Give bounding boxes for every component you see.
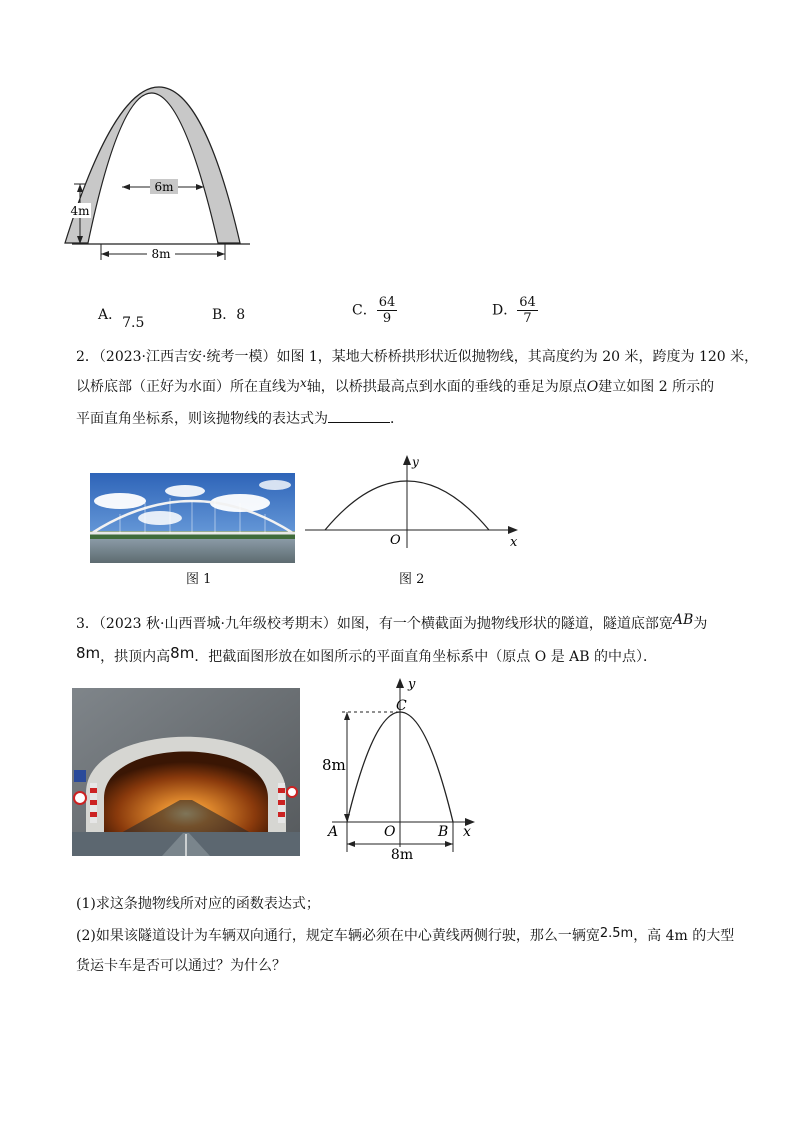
q3-label-b: B	[438, 824, 449, 840]
option-d-numerator: 64	[519, 295, 536, 310]
fig2-x-arrow	[508, 526, 518, 534]
option-c-denominator: 9	[382, 311, 392, 326]
q3-number: 3．	[76, 616, 99, 632]
q2-text-2a: 以桥底部（正好为水面）所在直线为	[76, 379, 300, 395]
q2-line2	[76, 377, 714, 397]
q3-sub2-text-a: (2)如果该隧道设计为车辆双向通行，规定车辆必须在中心黄线两侧行驶，那么一辆宽	[76, 928, 600, 944]
q3-label-o: O	[384, 824, 396, 840]
q3-y-label: y	[408, 677, 416, 692]
arch-6m-label: 6m	[154, 180, 174, 194]
q3-sub1: (1)求这条抛物线所对应的函数表达式；	[76, 896, 320, 912]
arch-shape	[65, 87, 240, 243]
option-d-fraction	[517, 295, 538, 326]
arch-4m-label: 4m	[70, 204, 90, 218]
q3-text-1b: 为	[693, 616, 708, 632]
q3-width-arrow-left	[347, 841, 355, 847]
arch-8m-label: 8m	[151, 247, 171, 261]
option-a-value: 7.5	[122, 315, 145, 331]
q3-y-arrow	[396, 678, 404, 688]
arch-6m-arrow-left	[122, 184, 130, 190]
q3-label-width: 8m	[390, 847, 414, 863]
option-c-letter: C．	[352, 302, 377, 319]
q3-text-1a: 如图，有一个横截面为抛物线形状的隧道，隧道底部宽	[336, 616, 673, 632]
q2-answer-blank[interactable]	[328, 408, 390, 423]
option-b-letter: B．	[212, 307, 237, 323]
q2-source: （2023·江西吉安·统考一模）	[98, 349, 277, 365]
q3-width-arrow-right	[445, 841, 453, 847]
fig1-caption: 图 1	[186, 572, 212, 587]
q2-line1	[76, 347, 758, 367]
option-d-letter: D．	[492, 302, 518, 319]
fig2-origin-label: O	[390, 533, 401, 548]
q3-sub2-line2: 货运卡车是否可以通过？为什么？	[76, 958, 286, 974]
tunnel-graph	[320, 672, 490, 864]
q3-dim-height: 8m	[170, 644, 195, 662]
q3-text-2b: ，拱顶内高	[100, 649, 171, 665]
option-d	[492, 295, 538, 326]
q2-text-1: 如图 1，某地大桥桥拱形状近似抛物线，其高度约为 20 米，跨度为 120 米，	[276, 349, 759, 365]
q3-sub2-width: 2.5m	[599, 926, 634, 941]
option-a	[98, 305, 145, 331]
option-c-numerator: 64	[378, 295, 396, 310]
fig2-y-arrow	[403, 455, 411, 465]
q2-number: 2．	[76, 349, 99, 365]
q3-source: （2023 秋·山西晋城·九年级校考期末）	[98, 616, 337, 632]
arch-figure	[60, 80, 260, 270]
q2-line3	[76, 408, 404, 429]
tunnel-photo	[72, 688, 300, 856]
q2-text-2b: 轴，以桥拱最高点到水面的垂线的垂足为原点	[306, 379, 587, 395]
q3-label-height: 8m	[322, 756, 346, 774]
option-b-value: 8	[236, 307, 246, 323]
parabola-graph	[300, 450, 525, 550]
q3-label-c: C	[396, 698, 407, 714]
arch-4m-arrow-top	[77, 184, 83, 192]
fig2-y-label: y	[412, 455, 419, 469]
fig2-x-label: x	[510, 535, 518, 550]
fig2-caption: 图 2	[399, 572, 425, 587]
q2-text-3: 平面直角坐标系，则该抛物线的表达式为	[76, 411, 328, 427]
q3-text-2d: ．把截面图形放在如图所示的平面直角坐标系中（原点 O 是 AB 的中点）．	[194, 649, 657, 665]
q3-var-ab: AB	[672, 612, 694, 628]
bridge-photo	[90, 473, 295, 563]
option-c	[352, 295, 397, 326]
q3-label-a: A	[328, 824, 339, 840]
q2-var-x: x	[300, 376, 307, 390]
q2-text-2c: 建立如图 2 所示的	[598, 379, 715, 395]
option-b	[212, 305, 245, 325]
q3-height-arrow-top	[344, 712, 350, 720]
q3-line2	[76, 646, 657, 667]
q3-dim-width: 8m	[76, 644, 101, 662]
option-a-letter: A．	[98, 307, 123, 323]
q3-label-x: x	[463, 824, 471, 840]
option-d-denominator: 7	[523, 311, 532, 326]
q3-sub2-text-b: ，高 4m 的大型	[633, 928, 735, 944]
q3-sub2-line1	[76, 926, 734, 947]
arch-8m-arrow-right	[217, 251, 225, 257]
option-c-fraction	[377, 295, 398, 326]
q3-line1	[76, 614, 707, 634]
q3-height-arrow-bottom	[344, 814, 350, 822]
q2-text-3-end: ．	[390, 411, 404, 427]
arch-8m-arrow-left	[101, 251, 109, 257]
q2-var-o: O	[586, 379, 599, 395]
